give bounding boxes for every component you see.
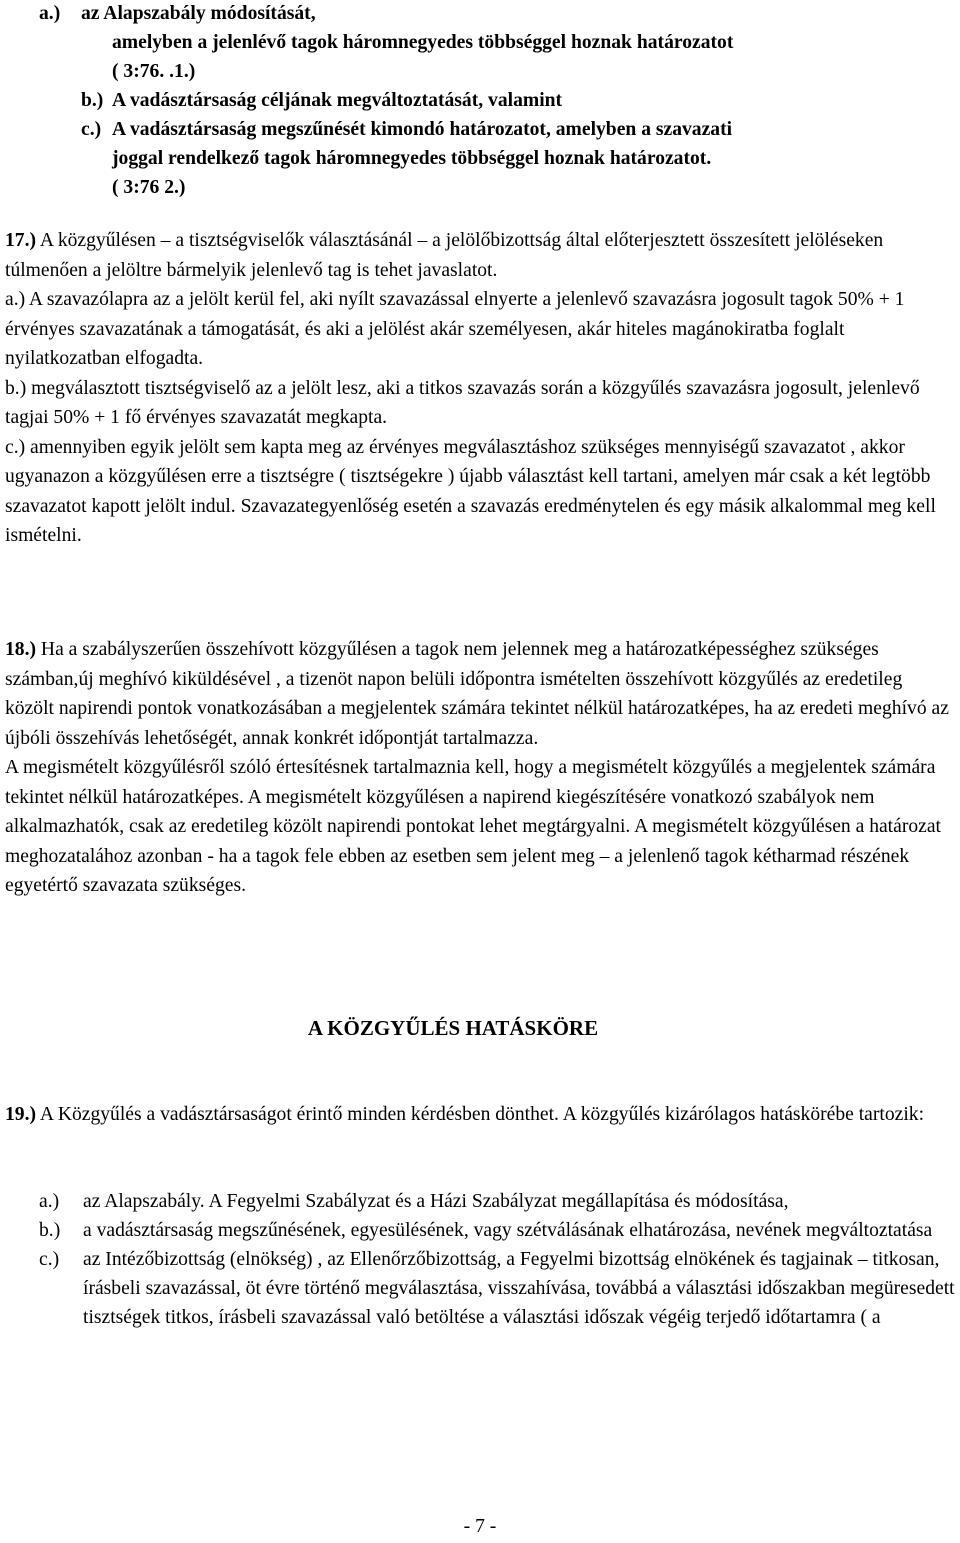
competence-list xyxy=(5,1187,955,1332)
list-item-text: A vadásztársaság megszűnését kimondó határozatot, amelyben a szavazati xyxy=(112,119,733,140)
list-marker: a.) xyxy=(39,1191,60,1212)
section-heading: A KÖZGYŰLÉS HATÁSKÖRE xyxy=(307,1016,599,1040)
list-item-text: a vadásztársaság megszűnésének, egyesülésének, vagy szétválásának elhatározása, nevének megváltoztatása xyxy=(83,1220,933,1241)
section-18 xyxy=(5,635,955,901)
list-item-text: ( 3:76. .1.) xyxy=(112,61,196,82)
list-item xyxy=(5,86,955,115)
list-item xyxy=(5,1216,955,1245)
section-19 xyxy=(5,1100,955,1130)
section-18-paragraph-1 xyxy=(5,635,955,753)
section-number: 18.) xyxy=(5,639,37,660)
section-17-point-a: a.) A szavazólapra az a jelölt kerül fel, aki nyílt szavazással elnyerte a jelenlevő szavazásra jogosult tagok 50% + 1 érvényes szavazatának a támogatását, és aki a jelölést akár személyesen, akár hiteles magánokiratba foglalt nyilatkozatban elfogadta. xyxy=(5,289,905,369)
section-number: 17.) xyxy=(5,230,37,251)
list-marker: a.) xyxy=(39,3,61,24)
section-17-intro xyxy=(5,226,955,285)
list-item-continuation xyxy=(5,144,955,173)
section-19-intro-text: A Közgyűlés a vadásztársaságot érintő minden kérdésben dönthet. A közgyűlés kizárólagos hatáskörébe tartozik: xyxy=(36,1104,925,1125)
list-marker: b.) xyxy=(81,90,104,111)
section-17 xyxy=(5,226,955,551)
list-item xyxy=(5,1245,955,1332)
list-item xyxy=(5,1187,955,1216)
list-item-text: ( 3:76 2.) xyxy=(112,177,186,198)
section-18-paragraph-1-text: Ha a szabályszerűen összehívott közgyűlésen a tagok nem jelennek meg a határozatképességhez szükséges számban,új meghívó kiküldésével , a tizenöt napon belüli időpontra ismételten összehívott közgyűlés az eredetileg közölt napirendi pontok vonatkozásában a megjelentek számára tekintet nélkül határozatképes, ha az eredeti meghívó az újbóli összehívás lehetőségét, annak konkrét időpontját tartalmazza. xyxy=(5,639,949,749)
list-item-continuation xyxy=(5,28,955,57)
list-item-text: joggal rendelkező tagok háromnegyedes többséggel hoznak határozatot. xyxy=(112,148,712,169)
list-marker: b.) xyxy=(39,1220,61,1241)
list-marker: c.) xyxy=(81,119,102,140)
section-18-paragraph-2: A megismételt közgyűlésről szóló értesítésnek tartalmaznia kell, hogy a megismételt közgyűlés a megjelentek számára tekintet nélkül határozatképes. A megismételt közgyűlésen a napirend kiegészítésére vonatkozó szabályok nem alkalmazhatók, csak az eredetileg közölt napirendi pontokat lehet megtárgyalni. A megismételt közgyűlésen a határozat meghozatalához azonban - ha a tagok fele ebben az esetben sem jelent meg – a jelenlenő tagok kétharmad részének egyetértő szavazata szükséges. xyxy=(5,757,941,896)
voting-rules-list xyxy=(5,0,955,202)
section-17-intro-text: A közgyűlésen – a tisztségviselők választásánál – a jelölőbizottság által előterjesztett összesített jelöléseken túlmenően a jelöltre bármelyik jelenlevő tag is tehet javaslatot. xyxy=(5,230,884,281)
list-item xyxy=(5,115,955,144)
list-item-continuation xyxy=(5,173,955,202)
page-number: - 7 - xyxy=(463,1516,497,1537)
section-17-point-b: b.) megválasztott tisztségviselő az a jelölt lesz, aki a titkos szavazás során a közgyűlés szavazásra jogosult, jelenlevő tagjai 50% + 1 fő érvényes szavazatát megkapta. xyxy=(5,377,920,428)
list-item-text: az Alapszabály módosítását, xyxy=(81,3,316,24)
section-number: 19.) xyxy=(5,1104,37,1125)
list-item-text: az Alapszabály. A Fegyelmi Szabályzat és a Házi Szabályzat megállapítása és módosítása, xyxy=(83,1191,789,1212)
list-item-text: A vadásztársaság céljának megváltoztatását, valamint xyxy=(112,90,563,111)
list-item xyxy=(5,0,955,28)
list-item-text: amelyben a jelenlévő tagok háromnegyedes többséggel hoznak határozatot xyxy=(112,32,734,53)
section-17-point-c: c.) amennyiben egyik jelölt sem kapta meg az érvényes megválasztáshoz szükséges mennyiségű szavazatot , akkor ugyanazon a közgyűlésen erre a tisztségre ( tisztségekre ) újabb választást kell tartani, amelyen már csak a két legtöbb szavazatot kapott jelölt indul. Szavazategyenlőség esetén a szavazás eredménytelen és egy másik alkalommal meg kell ismételni. xyxy=(5,436,936,546)
list-item-text: az Intézőbizottság (elnökség) , az Ellenőrzőbizottság, a Fegyelmi bizottság elnökének és tagjainak – titkosan, írásbeli szavazással, öt évre történő megválasztása, visszahívása, továbbá a választási időszakban megüresedett tisztségek titkos, írásbeli szavazással való betöltése a választási időszak végéig terjedő időtartamra ( a xyxy=(83,1249,955,1328)
list-marker: c.) xyxy=(39,1249,60,1270)
list-item-continuation xyxy=(5,57,955,86)
section-19-intro xyxy=(5,1100,955,1130)
